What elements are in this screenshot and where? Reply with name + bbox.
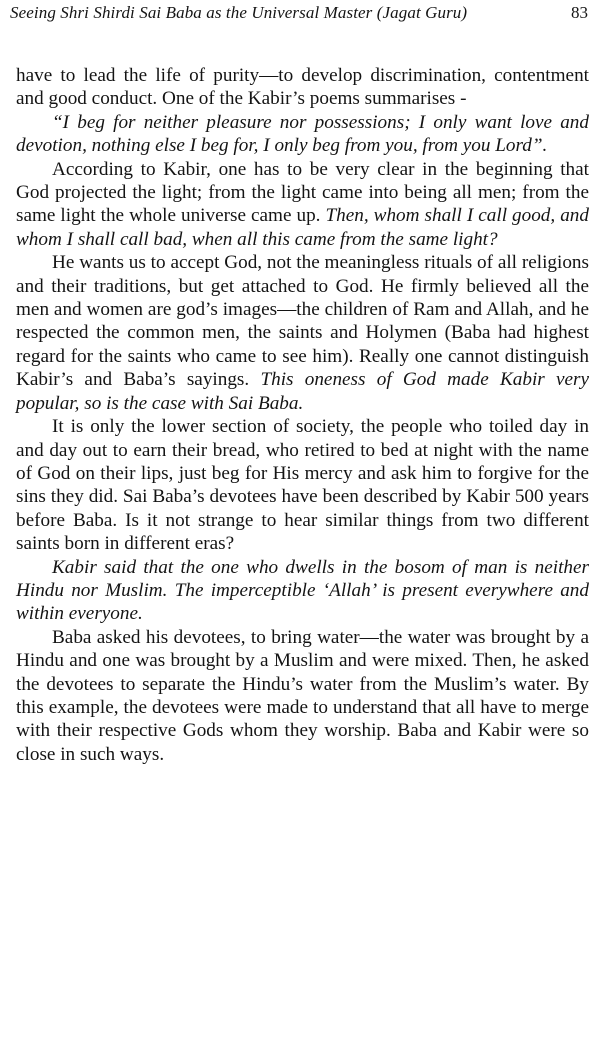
paragraph (16, 64, 589, 111)
italic-span: Kabir said that the one who dwells in the bosom of man is neither Hindu nor Muslim. The imperceptible ‘Allah’ is present everywhere and within everyone. (16, 556, 589, 625)
italic-span: Then, whom shall I call good, and whom I shall call bad, when all this came from the same light? (16, 205, 589, 250)
paragraph (16, 158, 589, 252)
text-span: It is only the lower section of society, the people who toiled day in and day out to earn their bread, who retired to bed at night with the name of God on their lips, just beg for His mercy and ask him to forgive for the sins they did. Sai Baba’s devotees have been described by Kabir 500 years before Baba. Is it not strange to hear similar things from two different saints born in different eras? (16, 416, 589, 555)
paragraph (16, 556, 589, 626)
running-header (10, 3, 588, 31)
body-text (16, 64, 589, 766)
paragraph (16, 415, 589, 555)
page-number: 83 (571, 3, 588, 22)
running-title: Seeing Shri Shirdi Sai Baba as the Universal Master (Jagat Guru) (10, 3, 468, 22)
italic-span: This oneness of God made Kabir very popular, so is the case with Sai Baba. (16, 369, 590, 414)
paragraph (16, 251, 589, 415)
text-span: He wants us to accept God, not the meaningless rituals of all religions and their traditions, but get attached to God. He firmly believed all the men and women are god’s images—the children of Ram and Allah, and he respected the common men, the saints and Holymen (Baba had highest regard for the saints who came to see him). Really one cannot distinguish Kabir’s and Baba’s sayings. (16, 252, 589, 391)
text-span: According to Kabir, one has to be very clear in the beginning that God projected the light; from the light came into being all men; from the same light the whole universe came up. (16, 158, 589, 227)
paragraph (16, 111, 589, 158)
poem-quote: “I beg for neither pleasure nor possessions; I only want love and devotion, nothing else I beg for, I only beg from you, from you Lord”. (16, 111, 589, 157)
paragraph (16, 626, 589, 766)
text-span: Baba asked his devotees, to bring water—the water was brought by a Hindu and one was brought by a Muslim and were mixed. Then, he asked the devotees to separate the Hindu’s water from the Muslim’s water. By this example, the devotees were made to understand that all have to merge with their respective Gods whom they worship. Baba and Kabir were so close in such ways. (16, 626, 589, 765)
text-span: have to lead the life of purity—to develop discrimination, contentment and good conduct. One of the Kabir’s poems summarises - (16, 65, 589, 110)
